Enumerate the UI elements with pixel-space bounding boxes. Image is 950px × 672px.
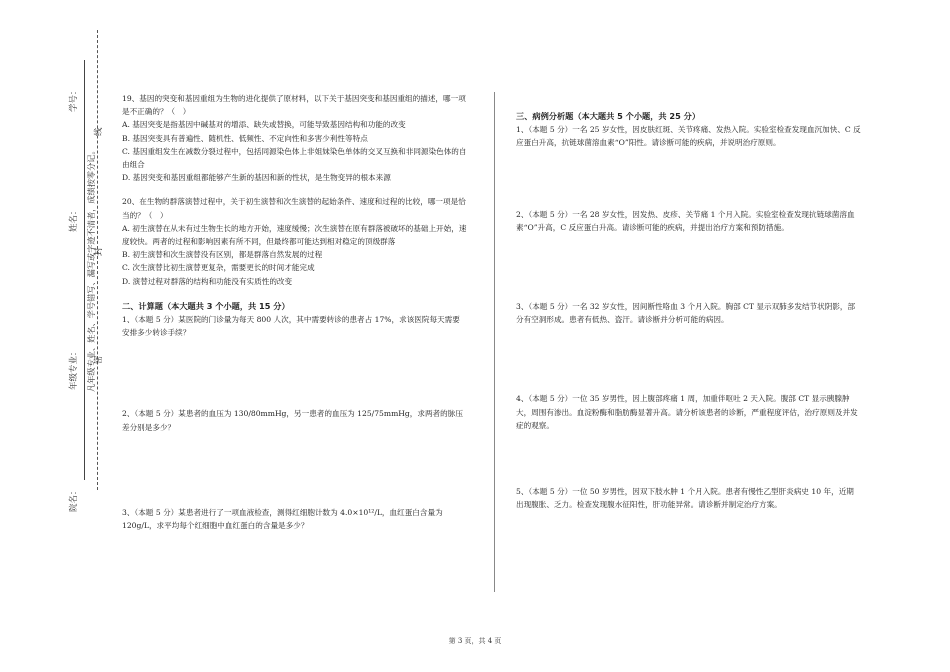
column-divider bbox=[494, 92, 495, 592]
calc-question-2: 2、（本题 5 分）某患者的血压为 130/80mmHg，另一患者的血压为 125/75mmHg，求两者的脉压差分别是多少？ bbox=[122, 409, 463, 432]
binding-rule-outer bbox=[84, 60, 85, 480]
question-19-option-c: C. 基因重组发生在减数分裂过程中，包括同源染色体上非姐妹染色单体的交叉互换和非同源染色体的自由组合 bbox=[122, 146, 467, 170]
case-question-2: 2、（本题 5 分）一名 28 岁女性，因发热、皮疹、关节痛 1 个月入院。实验室检查发现抗链球菌溶血素“O”升高，C 反应蛋白升高。请诊断可能的疾病，并提出治疗方案和预防措施。 bbox=[516, 209, 855, 232]
question-20-option-c: C. 次生演替比初生演替更复杂，需要更长的时间才能完成 bbox=[122, 263, 315, 273]
binding-warning: 凡年级专业、姓名、学号错写、漏写或字迹不清者，成绩按零分记。 bbox=[86, 146, 96, 392]
question-20-option-a: A. 初生演替在从未有过生物生长的地方开始，速度缓慢；次生演替在原有群落被破坏的基础上开始，速度较快。两者的过程和影响因素有所不同，但最终都可能达到相对稳定的顶级群落 bbox=[122, 223, 467, 247]
seal-char-mi: 密 bbox=[94, 355, 104, 364]
question-19-option-a: A. 基因突变是指基因中碱基对的增添、缺失或替换，可能导致基因结构和功能的改变 bbox=[122, 120, 406, 130]
case-question-3: 3、（本题 5 分）一名 32 岁女性，因间断性咯血 3 个月入院。胸部 CT 显示双肺多发结节状阴影，部分有空洞形成。患者有低热、盗汗。请诊断并分析可能的病因。 bbox=[516, 302, 856, 325]
right-column bbox=[516, 92, 861, 511]
case-question-1: 1、（本题 5 分）一名 25 岁女性，因皮肤红斑、关节疼痛、发热入院。实验室检查发现血沉加快、C 反应蛋白升高，抗链球菌溶血素“O”阳性。请诊断可能的疾病，并说明治疗原则。 bbox=[516, 125, 861, 148]
calc-question-3: 3、（本题 5 分）某患者进行了一项血液检查，测得红细胞计数为 4.0×10¹²/L，血红蛋白含量为 120g/L，求平均每个红细胞中血红蛋白的含量是多少？ bbox=[122, 507, 443, 531]
calc-question-1: 1、（本题 5 分）某医院的门诊量为每天 800 人次，其中需要转诊的患者占 17%，求该医院每天需要安排多少转诊手续？ bbox=[122, 315, 460, 338]
question-20-option-b: B. 初生演替和次生演替没有区别，都是群落自然发展的过程 bbox=[122, 250, 323, 260]
question-20-stem: 20、在生物的群落演替过程中，关于初生演替和次生演替的起始条件、速度和过程的比较，哪一项是恰当的？（ ） bbox=[122, 197, 466, 220]
name-label: 姓名： bbox=[69, 206, 79, 232]
question-19-option-b: B. 基因突变具有普遍性、随机性、低频性、不定向性和多害少利性等特点 bbox=[122, 133, 368, 143]
student-no-label: 学号： bbox=[69, 86, 79, 112]
section-3-title: 三、病例分析题（本大题共 5 个小题，共 25 分） bbox=[516, 111, 701, 121]
question-20-option-d: D. 演替过程对群落的结构和功能没有实质性的改变 bbox=[122, 276, 293, 286]
section-2-title: 二、计算题（本大题共 3 个小题，共 15 分） bbox=[122, 300, 290, 311]
seal-char-feng: 封 bbox=[94, 247, 104, 256]
case-question-4: 4、（本题 5 分）一位 35 岁男性，因上腹部疼痛 1 周，加重伴呕吐 2 天入院。腹部 CT 显示胰腺肿大，周围有渗出。血淀粉酶和脂肪酶显著升高。请分析该患者的诊断，严重程度评估，治疗原则及并发症的观察。 bbox=[516, 394, 858, 430]
case-question-5: 5、（本题 5 分）一位 50 岁男性，因双下肢水肿 1 个月入院。患者有慢性乙型肝炎病史 10 年，近期出现腹胀、乏力。检查发现腹水征阳性，肝功能异常。请诊断并制定治疗方案。 bbox=[516, 487, 854, 510]
seal-line bbox=[97, 30, 98, 490]
left-column bbox=[122, 92, 467, 532]
question-19-option-d: D. 基因突变和基因重组都能够产生新的基因和新的性状，是生物变异的根本来源 bbox=[122, 173, 391, 183]
question-19-stem: 19、基因的突变和基因重组为生物的进化提供了原材料，以下关于基因突变和基因重组的描述，哪一项是不正确的？（ ） bbox=[122, 94, 466, 117]
seal-char-xian: 线 bbox=[94, 127, 104, 136]
school-label: 院名： bbox=[69, 486, 79, 512]
page-footer: 第 3 页，共 4 页 bbox=[448, 637, 502, 645]
binding-margin bbox=[0, 0, 112, 672]
grade-label: 年级专业： bbox=[69, 347, 79, 390]
